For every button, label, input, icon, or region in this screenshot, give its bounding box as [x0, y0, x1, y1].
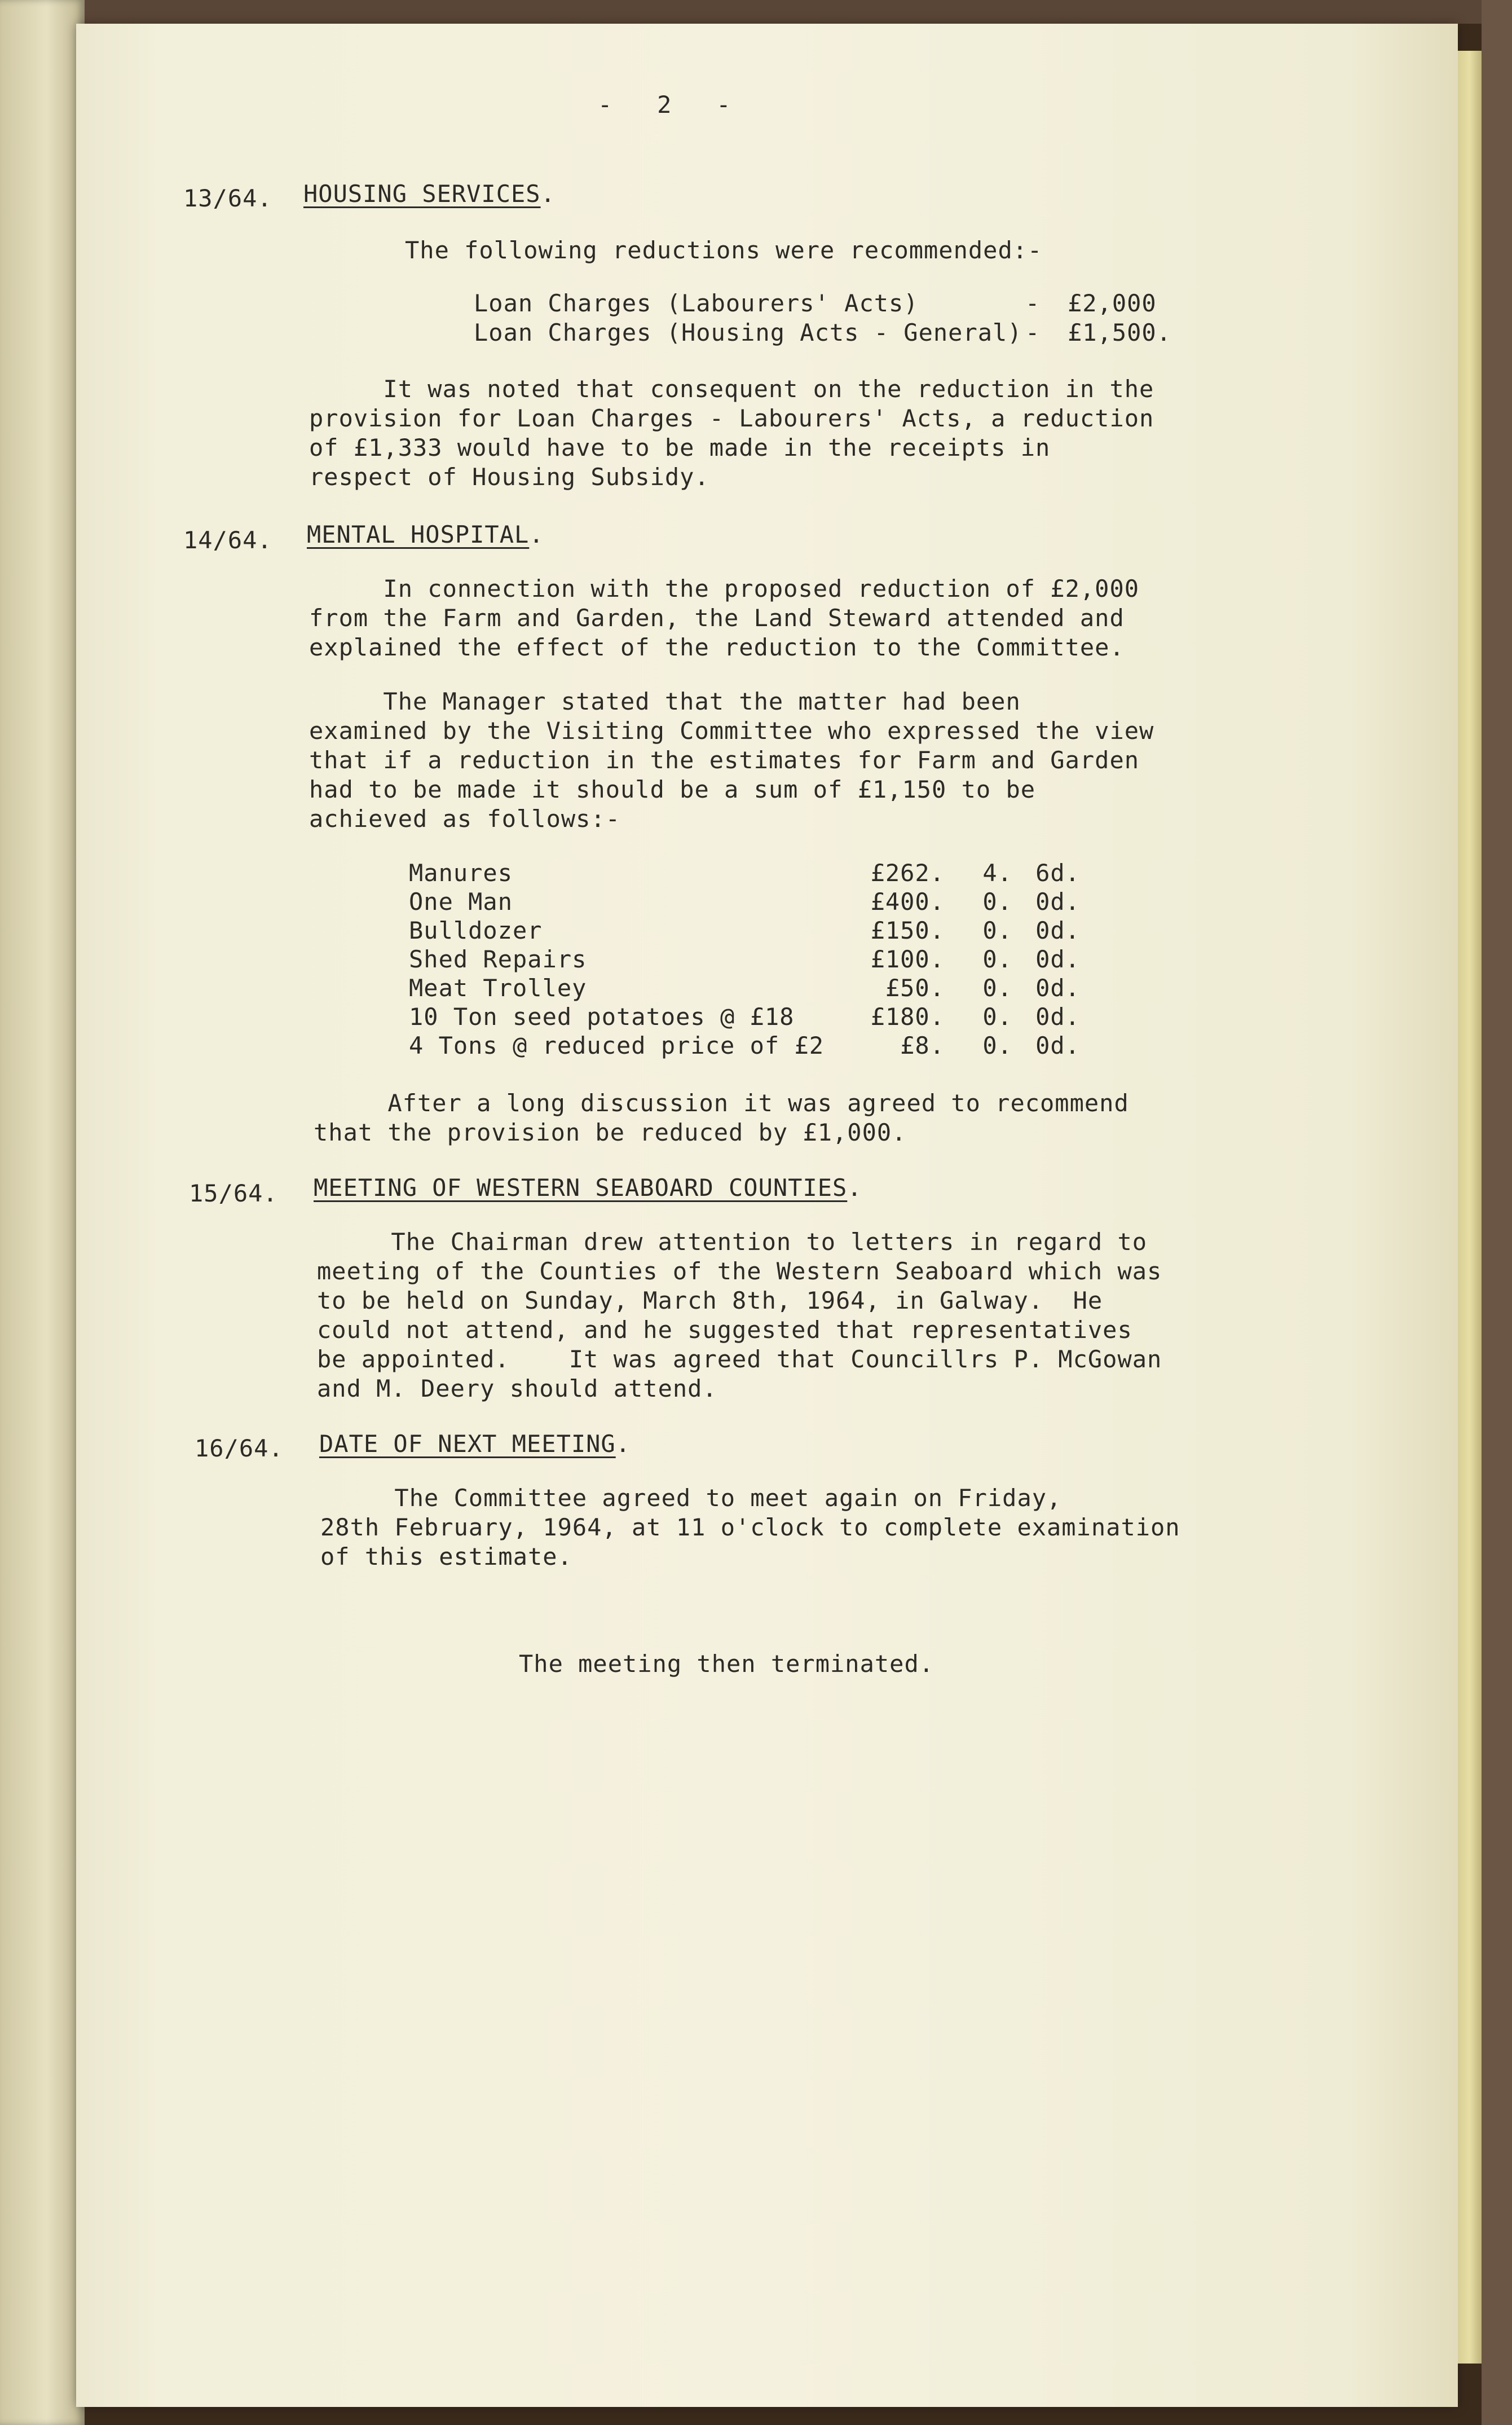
table-row	[409, 916, 1080, 945]
mental-hospital-paragraph-2: The Manager stated that the matter had been examined by the Visiting Committee who expressed the view that if a reduction in the estimates for Farm and Garden had to be made it should be a sum of £1,150 to be achieved as follows:-	[309, 688, 1154, 833]
mental-hospital-paragraph-1: In connection with the proposed reduction of £2,000 from the Farm and Garden, the Land Steward attended and explained the effect of the reduction to the Committee.	[309, 575, 1140, 661]
page-number: - 2 -	[598, 91, 731, 118]
item-name: Manures	[409, 859, 513, 887]
next-meeting-paragraph: The Committee agreed to meet again on Friday, 28th February, 1964, at 11 o'clock to complete examination of this estimate.	[320, 1484, 1180, 1570]
item-shillings: 4.	[982, 859, 1012, 887]
item-pounds: £180.	[870, 1003, 945, 1031]
section-heading-next-meeting: DATE OF NEXT MEETING.	[319, 1430, 631, 1458]
table-row	[409, 1031, 1080, 1060]
item-name: Bulldozer	[409, 917, 543, 944]
section-heading-housing: HOUSING SERVICES.	[303, 180, 556, 208]
item-name: Shed Repairs	[409, 945, 587, 973]
item-pounds: £50.	[885, 974, 945, 1002]
mental-hospital-paragraph-3: After a long discussion it was agreed to recommend that the provision be reduced by £1,000.	[314, 1089, 1129, 1146]
section-heading-mental-hospital: MENTAL HOSPITAL.	[307, 521, 544, 548]
item-pence: 0d.	[1035, 1003, 1080, 1031]
section-number-15: 15/64.	[189, 1180, 278, 1207]
item-shillings: 0.	[982, 974, 1012, 1002]
closing-line: The meeting then terminated.	[519, 1650, 934, 1678]
reduction-label: Loan Charges (Labourers' Acts)	[474, 289, 919, 317]
item-shillings: 0.	[982, 1032, 1012, 1059]
item-pounds: £100.	[870, 945, 945, 973]
item-shillings: 0.	[982, 888, 1012, 916]
section-number-14: 14/64.	[183, 526, 272, 554]
item-shillings: 0.	[982, 945, 1012, 973]
table-row	[409, 1002, 1080, 1031]
reduction-amount: £2,000	[1068, 289, 1157, 317]
section-number-13: 13/64.	[183, 184, 272, 212]
table-row	[409, 859, 1080, 887]
item-pence: 0d.	[1035, 974, 1080, 1002]
item-pence: 0d.	[1035, 1032, 1080, 1059]
savings-table	[409, 859, 1080, 1060]
item-pence: 0d.	[1035, 917, 1080, 944]
section-number-16: 16/64.	[195, 1434, 284, 1462]
western-seaboard-paragraph: The Chairman drew attention to letters in regard to meeting of the Counties of the Western Seaboard which was to be held on Sunday, March 8th, 1964, in Galway. He could not attend, and he suggested that representatives be appointed. It was agreed that Councillrs P. McGowan and M. Deery should attend.	[317, 1228, 1162, 1402]
item-name: 10 Ton seed potatoes @ £18	[409, 1003, 795, 1031]
scan-top-edge	[0, 0, 1512, 24]
item-name: One Man	[409, 888, 513, 916]
housing-paragraph: It was noted that consequent on the reduction in the provision for Loan Charges - Labourers' Acts, a reduction of £1,333 would have to be made in the receipts in respect of Housing Subsidy.	[309, 375, 1154, 491]
section-heading-western-seaboard: MEETING OF WESTERN SEABOARD COUNTIES.	[314, 1174, 862, 1202]
item-name: Meat Trolley	[409, 974, 587, 1002]
table-row	[409, 945, 1080, 974]
item-pounds: £150.	[870, 917, 945, 944]
table-row	[409, 887, 1080, 916]
reduction-dash: -	[1025, 289, 1041, 317]
item-pounds: £400.	[870, 888, 945, 916]
item-pence: 0d.	[1035, 888, 1080, 916]
reduction-label: Loan Charges (Housing Acts - General)	[474, 319, 1022, 346]
item-pence: 0d.	[1035, 945, 1080, 973]
book-binding	[0, 0, 85, 2425]
reduction-dash: -	[1025, 319, 1041, 346]
reduction-amount: £1,500.	[1068, 319, 1172, 346]
page-edge	[1458, 51, 1482, 2364]
housing-intro: The following reductions were recommended:-	[405, 236, 1043, 264]
item-name: 4 Tons @ reduced price of £2	[409, 1032, 825, 1059]
item-pounds: £262.	[870, 859, 945, 887]
scan-right-edge	[1482, 0, 1512, 2425]
item-pounds: £8.	[900, 1032, 945, 1059]
item-shillings: 0.	[982, 917, 1012, 944]
item-pence: 6d.	[1035, 859, 1080, 887]
item-shillings: 0.	[982, 1003, 1012, 1031]
table-row	[409, 974, 1080, 1002]
